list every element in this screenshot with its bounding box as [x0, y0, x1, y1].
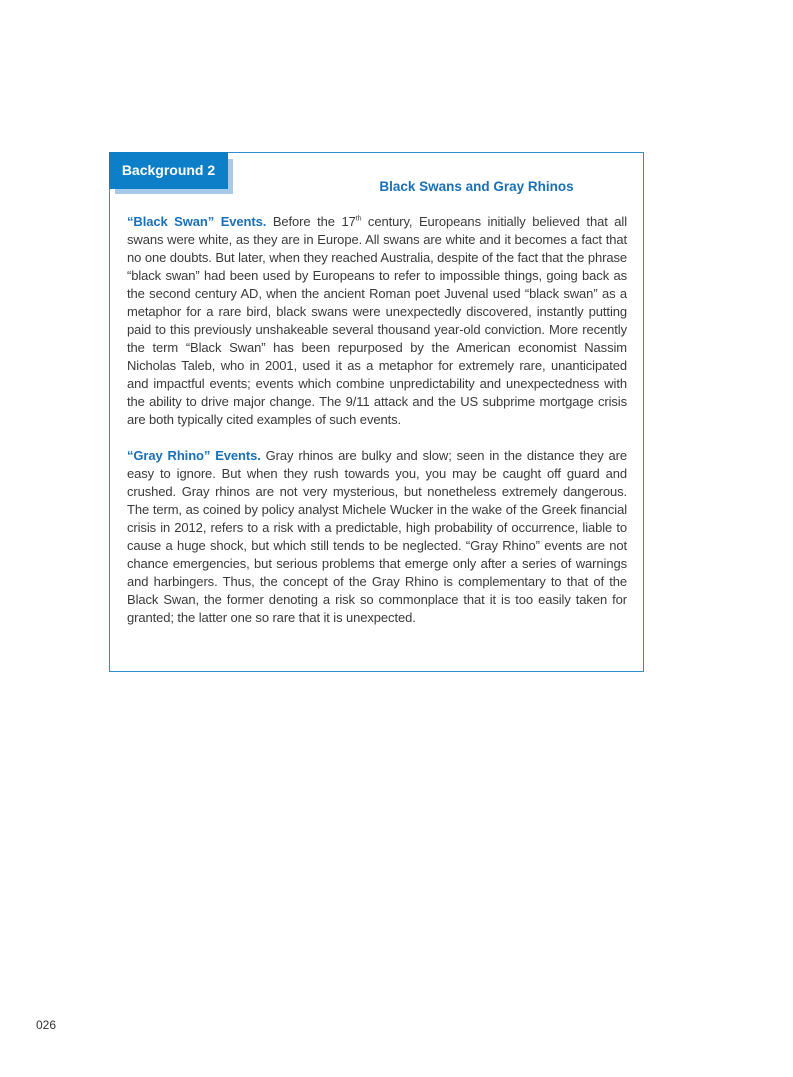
background-label: Background 2	[109, 152, 228, 189]
paragraph-text: Gray rhinos are bulky and slow; seen in the distance they are easy to ignore. But when they rush towards you, you may be caught off guard and crushed. Gray rhinos are not very mysterious, but nonetheless extremely dangerous. The term, as coined by policy analyst Michele Wucker in the wake of the Greek financial crisis in 2012, refers to a risk with a predictable, high probability of occurrence, liable to cause a huge shock, but which still tends to be neglected. “Gray Rhino” events are not chance emergencies, but serious problems that emerge only after a series of warnings and harbingers. Thus, the concept of the Gray Rhino is complementary to that of the Black Swan, the former denoting a risk so commonplace that it is too easily taken for granted; the latter one so rare that it is unexpected.	[127, 448, 628, 625]
page-number: 026	[36, 1018, 57, 1032]
box-title-text: Black Swans and Gray Rhinos	[379, 179, 574, 194]
paragraph-gray-rhino	[127, 447, 627, 627]
paragraph-black-swan	[127, 213, 627, 429]
paragraph-lead: “Gray Rhino” Events.	[127, 448, 261, 463]
paragraph-lead: “Black Swan” Events.	[127, 214, 267, 229]
paragraph-text: Before the 17	[266, 214, 356, 229]
box-body	[127, 213, 627, 645]
superscript: th	[355, 215, 362, 223]
paragraph-text: century, Europeans initially believed that all swans were white, as they are in Europe. All swans are white and it becomes a fact that no one doubts. But later, when they reached Australia, despite of the fact that the phrase “black swan” had been used by Europeans to refer to impossible things, going back as the second century AD, when the ancient Roman poet Juvenal used “black swan” as a metaphor for a rare bird, black swans were unexpectedly discovered, instantly putting paid to this previously unshakeable several thousand year-old conviction. More recently the term “Black Swan” has been repurposed by the American economist Nassim Nicholas Taleb, who in 2001, used it as a metaphor for extremely rare, unanticipated and impactful events; events which combine unpredictability and unexpectedness with the ability to drive major change. The 9/11 attack and the US subprime mortgage crisis are both typically cited examples of such events.	[127, 214, 627, 427]
box-title	[109, 179, 644, 194]
